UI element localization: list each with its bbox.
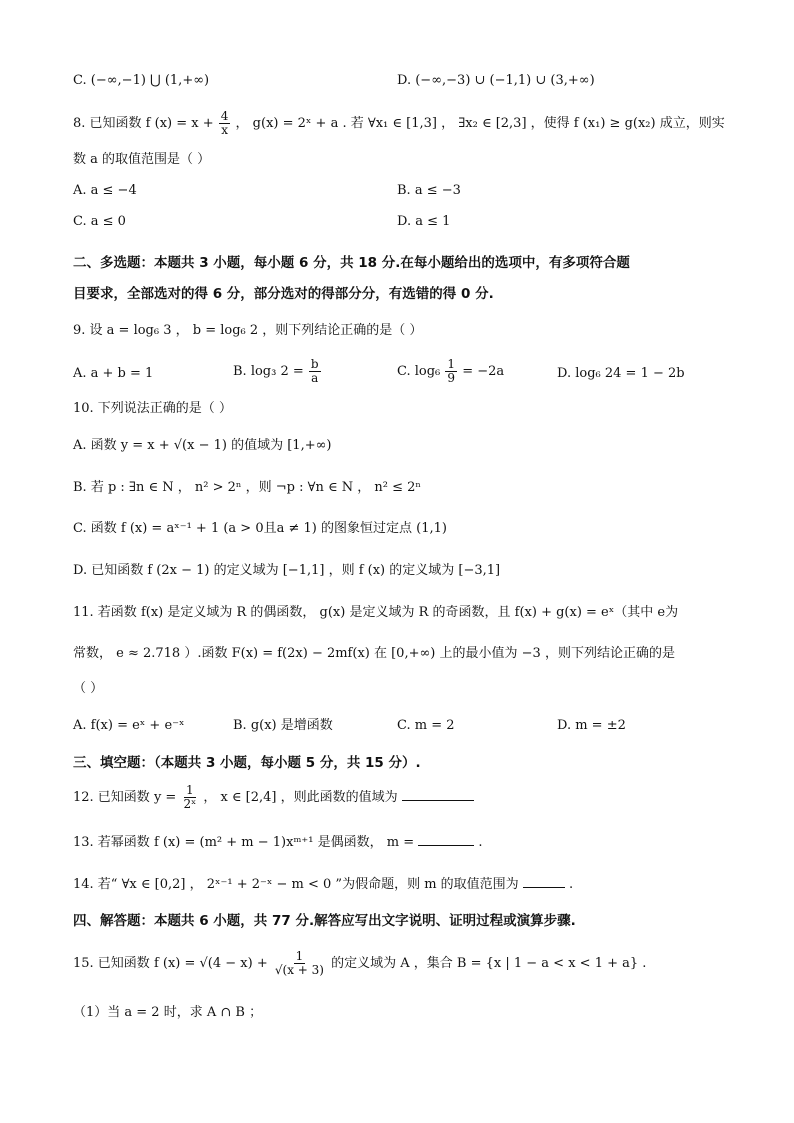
- section2-heading-line1: 二、多选题：本题共 3 小题，每小题 6 分，共 18 分.在每小题给出的选项中，有多项符合题: [73, 255, 630, 271]
- q13-answer-blank[interactable]: [418, 833, 474, 846]
- q14-pre: 14. 若“ ∀x ∈ [0,2] ， 2ˣ⁻¹ + 2⁻ˣ − m < 0 ”为假命题，则 m 的取值范围为: [73, 877, 519, 892]
- q8-option-a: A. a ≤ −4: [73, 183, 137, 198]
- q7-option-d: D. (−∞,−3) ∪ (−1,1) ∪ (3,+∞): [397, 73, 595, 88]
- q8-number: 8.: [73, 116, 86, 131]
- q11-stem-line1: 11. 若函数 f(x) 是定义域为 R 的偶函数， g(x) 是定义域为 R 的奇函数，且 f(x) + g(x) = eˣ（其中 e为: [73, 605, 679, 620]
- q8-stem-line2: 数 a 的取值范围是（ ）: [73, 152, 211, 167]
- q9-option-b: [233, 358, 322, 385]
- section4-heading: 四、解答题：本题共 6 小题，共 77 分.解答应写出文字说明、证明过程或演算步骤.: [73, 913, 576, 929]
- q9-c-den: 9: [447, 371, 456, 385]
- q15-pre: 15. 已知函数 f (x) = √(4 − x) +: [73, 956, 268, 971]
- q7-option-c: C. (−∞,−1) ⋃ (1,+∞): [73, 73, 210, 88]
- q12: [73, 784, 474, 811]
- q14-answer-blank[interactable]: [523, 875, 565, 888]
- q8-option-d: D. a ≤ 1: [397, 214, 451, 229]
- q9-option-b-fraction: [309, 358, 321, 385]
- q12-den: 2ˣ: [183, 797, 197, 811]
- q11-option-c: C. m = 2: [397, 718, 455, 733]
- q13-pre: 13. 若幂函数 f (x) = (m² + m − 1)xᵐ⁺¹ 是偶函数， m =: [73, 835, 415, 850]
- q10-option-d: D. 已知函数 f (2x − 1) 的定义域为 [−1,1] ，则 f (x) 的定义域为 [−3,1]: [73, 563, 501, 578]
- q10-stem: 10. 下列说法正确的是（ ）: [73, 401, 232, 416]
- q8-frac-num: 4: [220, 109, 229, 123]
- q9-option-d: D. log₆ 24 = 1 − 2b: [557, 366, 685, 381]
- q13-post: .: [478, 835, 483, 850]
- q10-option-a: A. 函数 y = x + √(x − 1) 的值域为 [1,+∞): [73, 438, 332, 453]
- q15-part1: （1）当 a = 2 时，求 A ∩ B ；: [73, 1005, 263, 1020]
- q11-option-a: A. f(x) = eˣ + e⁻ˣ: [73, 718, 185, 733]
- q9-c-num: 1: [447, 357, 456, 371]
- q9-option-b-pre: B. log₃ 2 =: [233, 364, 304, 379]
- q10-option-c: C. 函数 f (x) = aˣ⁻¹ + 1 (a > 0且a ≠ 1) 的图象恒过定点 (1,1): [73, 521, 447, 536]
- q12-fraction: [181, 784, 198, 811]
- q15-stem: [73, 950, 646, 977]
- q15-post: 的定义域为 A ，集合 B = {x | 1 − a < x < 1 + a} .: [331, 956, 647, 971]
- q14: [73, 875, 573, 893]
- q14-post: .: [568, 877, 574, 892]
- q8-option-b: B. a ≤ −3: [397, 183, 461, 198]
- q9-b-den: a: [311, 371, 319, 385]
- q9-b-num: b: [310, 357, 319, 371]
- q9-option-c-pre: C. log₆: [397, 364, 441, 379]
- q15-den: √(x + 3): [274, 963, 324, 977]
- q15-num: 1: [295, 949, 304, 963]
- q12-post: ， x ∈ [2,4] ，则此函数的值域为: [203, 790, 398, 805]
- q9-option-a: A. a + b = 1: [73, 366, 154, 381]
- q8-fraction: [219, 110, 231, 137]
- section2-heading-line2: 目要求，全部选对的得 6 分，部分选对的得部分分，有选错的得 0 分.: [73, 286, 494, 302]
- q9-stem: 9. 设 a = log₆ 3 ， b = log₆ 2 ，则下列结论正确的是（ ）: [73, 323, 423, 338]
- q12-num: 1: [186, 783, 194, 797]
- section3-heading: 三、填空题：（本题共 3 小题，每小题 5 分，共 15 分）.: [73, 755, 421, 771]
- q15-fraction: [273, 950, 326, 977]
- q8-frac-den: x: [221, 123, 228, 137]
- q11-stem-line3: （ ）: [73, 681, 104, 696]
- q9-option-c-fraction: [445, 358, 457, 385]
- q12-answer-blank[interactable]: [402, 788, 474, 801]
- q8-text-b: ， g(x) = 2ˣ + a . 若 ∀x₁ ∈ [1,3] ， ∃x₂ ∈ [2,3] ，使得 f (x₁) ≥ g(x₂) 成立，则实: [235, 116, 725, 131]
- q10-option-b: B. 若 p : ∃n ∈ N ， n² > 2ⁿ ，则 ¬p : ∀n ∈ N ， n² ≤ 2ⁿ: [73, 480, 422, 495]
- q9-option-c: [397, 358, 504, 385]
- q8-text-a: 已知函数 f (x) = x +: [89, 116, 214, 131]
- q13: [73, 833, 483, 851]
- q8-option-c: C. a ≤ 0: [73, 214, 126, 229]
- q8-stem-line1: [73, 110, 725, 137]
- q11-stem-line2: 常数， e ≈ 2.718 ）.函数 F(x) = f(2x) − 2mf(x) 在 [0,+∞) 上的最小值为 −3 ，则下列结论正确的是: [73, 646, 675, 661]
- q9-option-c-post: = −2a: [462, 364, 505, 379]
- q12-pre: 12. 已知函数 y =: [73, 790, 177, 805]
- q11-option-d: D. m = ±2: [557, 718, 626, 733]
- q11-option-b: B. g(x) 是增函数: [233, 718, 333, 733]
